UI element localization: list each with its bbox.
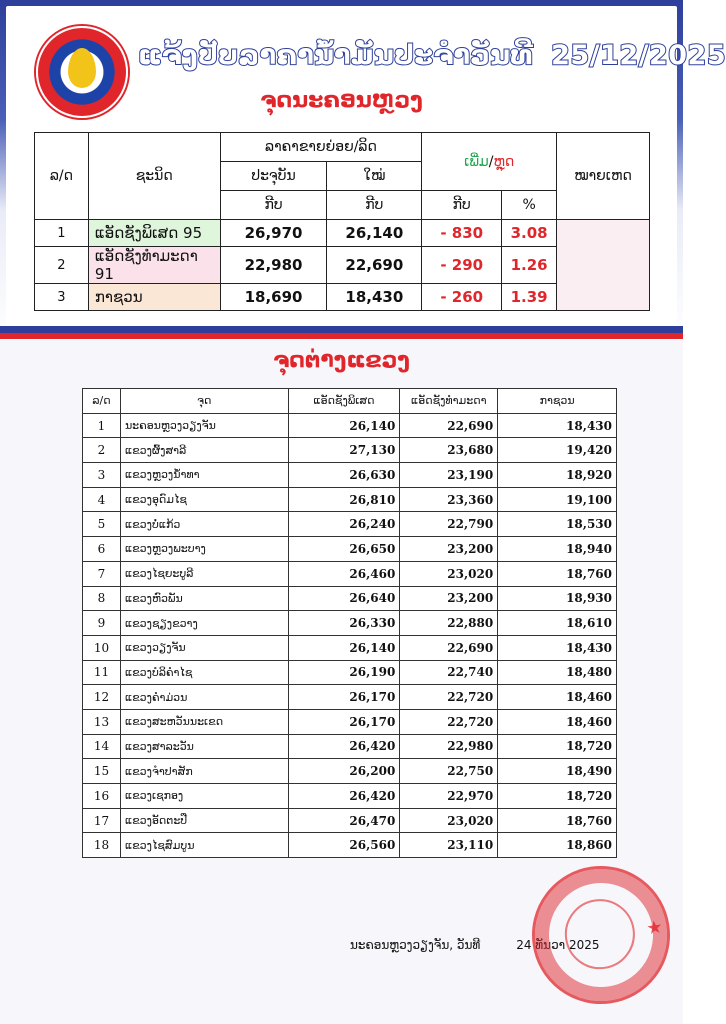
col-regular-header: ແອັດຊັງທຳມະດາ: [400, 389, 498, 414]
row-no: 2: [83, 438, 121, 463]
price-regular: 23,200: [400, 537, 498, 562]
price-special: 26,200: [288, 759, 400, 784]
price-regular: 23,190: [400, 463, 498, 488]
location-name: ແຂວງໄຊຍະບູລີ: [120, 561, 288, 586]
price-regular: 23,360: [400, 487, 498, 512]
oil-drop-icon: [68, 48, 96, 88]
capital-subtitle: ຈຸດນະຄອນຫຼວງ: [260, 88, 423, 113]
row-no: 5: [83, 512, 121, 537]
price-special: 26,330: [288, 611, 400, 636]
price-new: 22,690: [327, 247, 422, 284]
col-retail-header: ລາຄາຂາຍຍ່ອຍ/ລິດ: [220, 133, 422, 162]
price-regular: 22,980: [400, 734, 498, 759]
location-name: ແຂວງອຸດົມໄຊ: [120, 487, 288, 512]
location-name: ແຂວງຄຳມ່ວນ: [120, 685, 288, 710]
location-name: ແຂວງສາລະວັນ: [120, 734, 288, 759]
seal-inner-ring: [560, 895, 639, 974]
red-divider: [0, 333, 683, 339]
price-diesel: 18,760: [498, 561, 617, 586]
unit-kip-change: ກີບ: [422, 191, 502, 220]
provinces-title: ຈຸດຕ່າງແຂວງ: [273, 348, 410, 373]
price-diesel: 18,760: [498, 808, 617, 833]
col-special-header: ແອັດຊັງພິເສດ: [288, 389, 400, 414]
price-pct: 3.08: [502, 220, 557, 247]
price-regular: 23,680: [400, 438, 498, 463]
price-regular: 22,690: [400, 635, 498, 660]
price-regular: 22,690: [400, 413, 498, 438]
table-row: [83, 734, 617, 759]
table-row: [83, 660, 617, 685]
price-change: - 260: [422, 284, 502, 311]
table-row: [83, 438, 617, 463]
price-special: 26,420: [288, 784, 400, 809]
row-no: 14: [83, 734, 121, 759]
price-diesel: 18,610: [498, 611, 617, 636]
price-regular: 22,720: [400, 709, 498, 734]
col-no-header: ລ/ດ: [35, 133, 89, 220]
row-no: 15: [83, 759, 121, 784]
price-pct: 1.26: [502, 247, 557, 284]
price-regular: 22,970: [400, 784, 498, 809]
price-special: 26,560: [288, 833, 400, 858]
price-regular: 22,750: [400, 759, 498, 784]
table-row: [83, 709, 617, 734]
col-no-header: ລ/ດ: [83, 389, 121, 414]
col-diesel-header: ກາຊວນ: [498, 389, 617, 414]
table-row: [83, 833, 617, 858]
price-regular: 22,740: [400, 660, 498, 685]
fuel-name: ກາຊວນ: [88, 284, 220, 311]
col-current-header: ປະຈຸບັນ: [220, 162, 327, 191]
title-text: ແຈ້ງປັບລາຄານ້ຳມັນປະຈຳວັນທີ: [138, 40, 534, 71]
provinces-header-row: [83, 389, 617, 414]
row-no: 7: [83, 561, 121, 586]
col-type-header: ຊະນິດ: [88, 133, 220, 220]
seal-star-icon: ★: [645, 916, 665, 940]
price-special: 26,170: [288, 685, 400, 710]
price-special: 26,470: [288, 808, 400, 833]
table-row: [83, 537, 617, 562]
table-row: [83, 413, 617, 438]
table-row: [83, 586, 617, 611]
location-name: ແຂວງຫຼວງພະບາງ: [120, 537, 288, 562]
price-special: 26,640: [288, 586, 400, 611]
unit-kip-current: ກີບ: [220, 191, 327, 220]
price-diesel: 19,420: [498, 438, 617, 463]
price-current: 18,690: [220, 284, 327, 311]
footer-date: 24 ທັນວາ 2025: [516, 938, 600, 952]
price-special: 26,140: [288, 413, 400, 438]
price-diesel: 19,100: [498, 487, 617, 512]
location-name: ແຂວງໄຊສົມບູນ: [120, 833, 288, 858]
col-note-header: ໝາຍເຫດ: [557, 133, 650, 220]
price-diesel: 18,430: [498, 413, 617, 438]
row-no: 17: [83, 808, 121, 833]
capital-header-row: [35, 133, 650, 162]
col-change-header: [422, 133, 557, 191]
price-diesel: 18,860: [498, 833, 617, 858]
price-diesel: 18,720: [498, 784, 617, 809]
official-seal-icon: [523, 857, 679, 1013]
price-regular: 23,110: [400, 833, 498, 858]
row-no: 10: [83, 635, 121, 660]
price-regular: 23,200: [400, 586, 498, 611]
price-diesel: 18,460: [498, 709, 617, 734]
title-date: 25/12/2025: [551, 40, 726, 71]
location-name: ແຂວງຊຽງຂວາງ: [120, 611, 288, 636]
fuel-name: ແອັດຊັງພິເສດ 95: [88, 220, 220, 247]
location-name: ແຂວງບໍລິຄຳໄຊ: [120, 660, 288, 685]
price-diesel: 18,490: [498, 759, 617, 784]
provinces-body: [83, 413, 617, 857]
provinces-price-table: [82, 388, 617, 858]
col-new-header: ໃໝ່: [327, 162, 422, 191]
unit-kip-new: ກີບ: [327, 191, 422, 220]
price-regular: 23,020: [400, 561, 498, 586]
price-regular: 23,020: [400, 808, 498, 833]
price-new: 26,140: [327, 220, 422, 247]
row-no: 16: [83, 784, 121, 809]
location-name: ນະຄອນຫຼວງວຽງຈັນ: [120, 413, 288, 438]
price-current: 26,970: [220, 220, 327, 247]
table-row: [83, 611, 617, 636]
price-diesel: 18,940: [498, 537, 617, 562]
location-name: ແຂວງຫົວພັນ: [120, 586, 288, 611]
change-sep: /: [488, 153, 494, 170]
price-diesel: 18,930: [498, 586, 617, 611]
change-down-label: ຫຼຸດ: [493, 153, 515, 170]
location-name: ແຂວງຫຼວງນ້ຳທາ: [120, 463, 288, 488]
price-regular: 22,790: [400, 512, 498, 537]
unit-pct: %: [502, 191, 557, 220]
price-special: 26,810: [288, 487, 400, 512]
price-change: - 830: [422, 220, 502, 247]
row-no: 18: [83, 833, 121, 858]
location-name: ແຂວງອັດຕະປື: [120, 808, 288, 833]
price-special: 26,420: [288, 734, 400, 759]
footer-place: ນະຄອນຫຼວງວຽງຈັນ, ວັນທີ: [350, 938, 481, 952]
price-regular: 22,880: [400, 611, 498, 636]
price-new: 18,430: [327, 284, 422, 311]
price-diesel: 18,530: [498, 512, 617, 537]
row-no: 3: [35, 284, 89, 311]
price-special: 26,190: [288, 660, 400, 685]
price-current: 22,980: [220, 247, 327, 284]
price-special: 26,240: [288, 512, 400, 537]
row-no: 9: [83, 611, 121, 636]
price-diesel: 18,480: [498, 660, 617, 685]
table-row: [83, 784, 617, 809]
price-special: 27,130: [288, 438, 400, 463]
price-diesel: 18,460: [498, 685, 617, 710]
row-no: 13: [83, 709, 121, 734]
location-name: ແຂວງເຊກອງ: [120, 784, 288, 809]
blue-divider: [0, 326, 683, 333]
location-name: ແຂວງສະຫວັນນະເຂດ: [120, 709, 288, 734]
price-regular: 22,720: [400, 685, 498, 710]
row-no: 12: [83, 685, 121, 710]
row-no: 6: [83, 537, 121, 562]
price-special: 26,170: [288, 709, 400, 734]
price-special: 26,630: [288, 463, 400, 488]
price-special: 26,650: [288, 537, 400, 562]
table-row: [83, 759, 617, 784]
note-cell: [557, 220, 650, 311]
location-name: ແຂວງບໍ່ແກ້ວ: [120, 512, 288, 537]
table-row: [83, 463, 617, 488]
price-pct: 1.39: [502, 284, 557, 311]
fuel-name: ແອັດຊັງທຳມະດາ 91: [88, 247, 220, 284]
table-row: [83, 487, 617, 512]
table-row: [83, 512, 617, 537]
price-special: 26,140: [288, 635, 400, 660]
price-diesel: 18,430: [498, 635, 617, 660]
price-diesel: 18,920: [498, 463, 617, 488]
page-title: [138, 40, 726, 71]
row-no: 4: [83, 487, 121, 512]
table-row: [35, 220, 650, 247]
row-no: 1: [83, 413, 121, 438]
row-no: 2: [35, 247, 89, 284]
table-row: [83, 561, 617, 586]
row-no: 8: [83, 586, 121, 611]
row-no: 3: [83, 463, 121, 488]
location-name: ແຂວງຜົ້ງສາລີ: [120, 438, 288, 463]
location-name: ແຂວງຈຳປາສັກ: [120, 759, 288, 784]
price-change: - 290: [422, 247, 502, 284]
location-name: ແຂວງວຽງຈັນ: [120, 635, 288, 660]
capital-price-table: [34, 132, 650, 311]
price-special: 26,460: [288, 561, 400, 586]
change-up-label: ເພີ່ມ: [464, 153, 489, 170]
table-row: [83, 808, 617, 833]
col-location-header: ຈຸດ: [120, 389, 288, 414]
price-diesel: 18,720: [498, 734, 617, 759]
table-row: [83, 685, 617, 710]
table-row: [83, 635, 617, 660]
row-no: 1: [35, 220, 89, 247]
row-no: 11: [83, 660, 121, 685]
